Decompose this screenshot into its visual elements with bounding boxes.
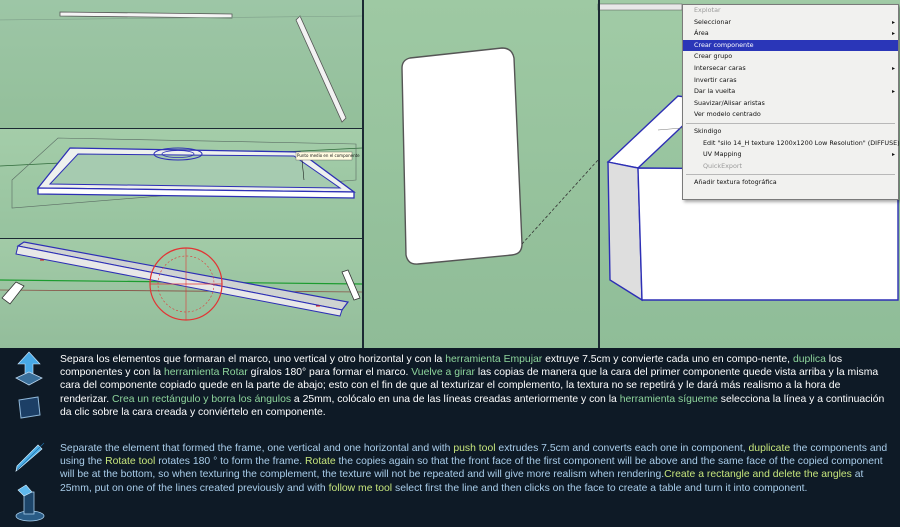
viewport-rounded-square[interactable]	[362, 0, 598, 348]
menu-item-label: Invertir caras	[694, 75, 737, 84]
caption-spanish	[60, 353, 892, 419]
caption-en-highlight: Create a rectangle and delete the angles	[664, 469, 852, 481]
submenu-arrow-icon: ▸	[891, 64, 895, 72]
menu-item-label: Edit "silo 14_H texture 1200x1200 Low Resolution" (DIFFUSE)	[703, 138, 900, 147]
menu-item[interactable]	[683, 109, 898, 121]
menu-item[interactable]	[683, 86, 898, 98]
menu-item[interactable]	[683, 149, 898, 161]
menu-item[interactable]	[683, 63, 898, 75]
menu-item[interactable]	[683, 138, 898, 150]
menu-item[interactable]	[683, 51, 898, 63]
rounded-square-drawing	[362, 0, 598, 348]
caption-en-highlight: Rotate	[305, 456, 336, 468]
context-menu[interactable]	[682, 4, 899, 200]
caption-en-highlight: follow me tool	[328, 482, 393, 494]
caption-en-highlight: push tool	[453, 443, 496, 454]
menu-item-label: Intersecar caras	[694, 63, 746, 72]
caption-es-text: gíralos 180° para formar el marco.	[247, 367, 412, 379]
menu-item[interactable]	[683, 40, 898, 52]
menu-item-label: QuickExport	[703, 161, 742, 170]
menu-item-label: Crear grupo	[694, 52, 733, 61]
menu-item-label: Explotar	[694, 6, 721, 14]
menu-item-label: UV Mapping	[703, 150, 742, 159]
menu-item-label: Crear componente	[694, 40, 754, 49]
caption-es-text: los componentes y con la	[60, 354, 843, 379]
menu-item	[683, 5, 898, 17]
submenu-arrow-icon: ▸	[891, 88, 895, 96]
menu-item-label: Área	[694, 29, 709, 38]
submenu-arrow-icon: ▸	[891, 151, 895, 159]
caption-en-text: the components and using the	[60, 443, 888, 468]
caption-en-text: rotates 180 ° to form the frame.	[155, 456, 306, 468]
viewport-frame[interactable]	[0, 128, 362, 238]
menu-separator	[686, 174, 895, 175]
long-bar-drawing	[0, 0, 362, 128]
caption-es-text: a 25mm, colócalo en una de las líneas creadas anteriormente y con la	[291, 393, 620, 405]
rotate-drawing	[0, 238, 362, 348]
frame-drawing	[0, 128, 362, 238]
caption-es-text: Separa los elementos que formaran el marco, uno vertical y otro horizontal y con la	[60, 354, 446, 365]
caption-en-highlight: duplicate	[748, 443, 791, 454]
caption-en-text: Separate the element that formed the frame, one vertical and one horizontal and with	[60, 443, 454, 454]
menu-item[interactable]	[683, 177, 898, 189]
menu-item[interactable]	[683, 28, 898, 40]
caption-english	[60, 442, 892, 495]
follow-me-icon	[12, 484, 48, 522]
menu-item-label: Añadir textura fotográfica	[694, 178, 777, 187]
menu-item-label: Skindigo	[694, 126, 722, 135]
menu-item[interactable]	[683, 98, 898, 110]
menu-item[interactable]	[683, 126, 898, 138]
rectangle-icon	[16, 396, 42, 420]
menu-item[interactable]	[683, 17, 898, 29]
caption-es-highlight: Vuelve a girar	[411, 367, 475, 379]
menu-item	[683, 161, 898, 173]
caption-en-text: extrudes 7.5cm and converts each one in component,	[495, 443, 749, 454]
caption-en-text: select first the line and then clicks on the face to create a table and turn it into component.	[392, 482, 808, 494]
caption-es-highlight: herramienta sígueme	[619, 393, 718, 405]
viewport-long-bar[interactable]	[0, 0, 362, 128]
submenu-arrow-icon: ▸	[891, 18, 895, 26]
menu-item-label: Ver modelo centrado	[694, 110, 761, 119]
caption-en-text: the copies again so that the front face of the first component will be above and the same face of the copied component will be at the bottom, so when texturing the complement, the texture will not be repeated and will give more realism when rendering.	[60, 456, 883, 481]
caption-es-text: selecciona la línea y a continuación da clic sobre la cara creada y conviértelo en componente.	[60, 393, 885, 418]
caption-es-text: las copias de manera que la cara del primer componente quede vista arriba y la misma cara del componente copiado quede en la parte de abajo; esto con el fin de que al texturizar el complemento, la textura no se repetirá y le dará más realismo a la hora de renderizar.	[60, 367, 879, 405]
inference-tooltip: Punto medio en el componente	[297, 153, 360, 158]
caption-es-highlight: Crea un rectángulo y borra los ángulos	[111, 393, 292, 405]
push-pull-icon	[14, 352, 44, 388]
caption-es-highlight: herramienta Rotar	[163, 367, 248, 379]
caption-en-text: at 25mm, put on one of the lines created previously and with	[60, 469, 864, 494]
menu-separator	[686, 123, 895, 124]
caption-es-text: extruye 7.5cm y convierte cada uno en compo-nente,	[542, 354, 793, 365]
menu-item-label: Dar la vuelta	[694, 87, 736, 96]
menu-item-label: Suavizar/Alisar aristas	[694, 98, 765, 107]
submenu-arrow-icon: ▸	[891, 30, 895, 38]
caption-es-highlight: duplica	[792, 354, 826, 365]
caption-es-highlight: herramienta Empujar	[445, 354, 543, 365]
viewport-rotate[interactable]	[0, 238, 362, 348]
caption-en-highlight: Rotate tool	[105, 456, 156, 468]
pencil-icon	[14, 442, 46, 472]
instruction-caption	[0, 348, 900, 527]
menu-item-label: Seleccionar	[694, 17, 732, 26]
menu-item[interactable]	[683, 75, 898, 87]
